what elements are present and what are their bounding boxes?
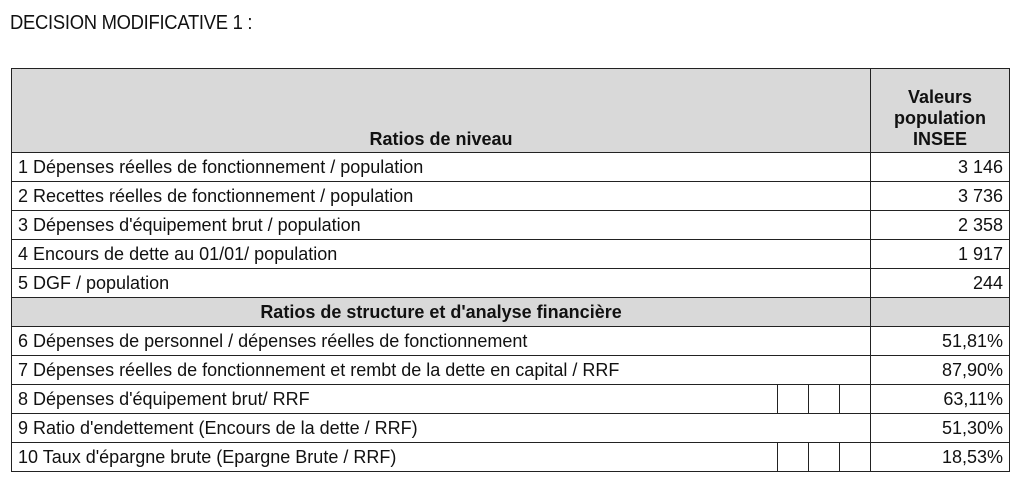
empty-cell — [840, 443, 871, 472]
table-row — [12, 327, 1010, 356]
row-label: 6 Dépenses de personnel / dépenses réelles de fonctionnement — [12, 327, 871, 356]
header-label: Ratios de niveau — [12, 69, 871, 153]
page-title: DECISION MODIFICATIVE 1 : — [10, 12, 253, 34]
row-value: 244 — [871, 269, 1010, 298]
empty-cell — [809, 443, 840, 472]
section-value-cell — [871, 298, 1010, 327]
row-label: 1 Dépenses réelles de fonctionnement / population — [12, 153, 871, 182]
table-row — [12, 269, 1010, 298]
empty-cell — [778, 385, 809, 414]
table-row — [12, 443, 1010, 472]
table-row — [12, 385, 1010, 414]
row-value: 18,53% — [871, 443, 1010, 472]
row-value: 3 146 — [871, 153, 1010, 182]
ratios-table — [11, 68, 1010, 472]
row-value: 3 736 — [871, 182, 1010, 211]
table-header-row — [12, 69, 1010, 153]
table-row — [12, 240, 1010, 269]
row-label: 4 Encours de dette au 01/01/ population — [12, 240, 871, 269]
empty-cell — [840, 385, 871, 414]
row-value: 1 917 — [871, 240, 1010, 269]
empty-cell — [809, 385, 840, 414]
row-value: 63,11% — [871, 385, 1010, 414]
row-value: 2 358 — [871, 211, 1010, 240]
row-label: 3 Dépenses d'équipement brut / population — [12, 211, 871, 240]
row-value: 51,30% — [871, 414, 1010, 443]
row-value: 51,81% — [871, 327, 1010, 356]
row-label: 7 Dépenses réelles de fonctionnement et rembt de la dette en capital / RRF — [12, 356, 871, 385]
table-row — [12, 211, 1010, 240]
table-row — [12, 356, 1010, 385]
row-label: 8 Dépenses d'équipement brut/ RRF — [12, 385, 778, 414]
row-label: 9 Ratio d'endettement (Encours de la dette / RRF) — [12, 414, 871, 443]
section-header-row — [12, 298, 1010, 327]
row-value: 87,90% — [871, 356, 1010, 385]
table-row — [12, 414, 1010, 443]
table-row — [12, 153, 1010, 182]
row-label: 10 Taux d'épargne brute (Epargne Brute / RRF) — [12, 443, 778, 472]
table-row — [12, 182, 1010, 211]
row-label: 5 DGF / population — [12, 269, 871, 298]
empty-cell — [778, 443, 809, 472]
row-label: 2 Recettes réelles de fonctionnement / population — [12, 182, 871, 211]
section-label: Ratios de structure et d'analyse financière — [12, 298, 871, 327]
header-value: Valeurs population INSEE — [871, 69, 1010, 153]
